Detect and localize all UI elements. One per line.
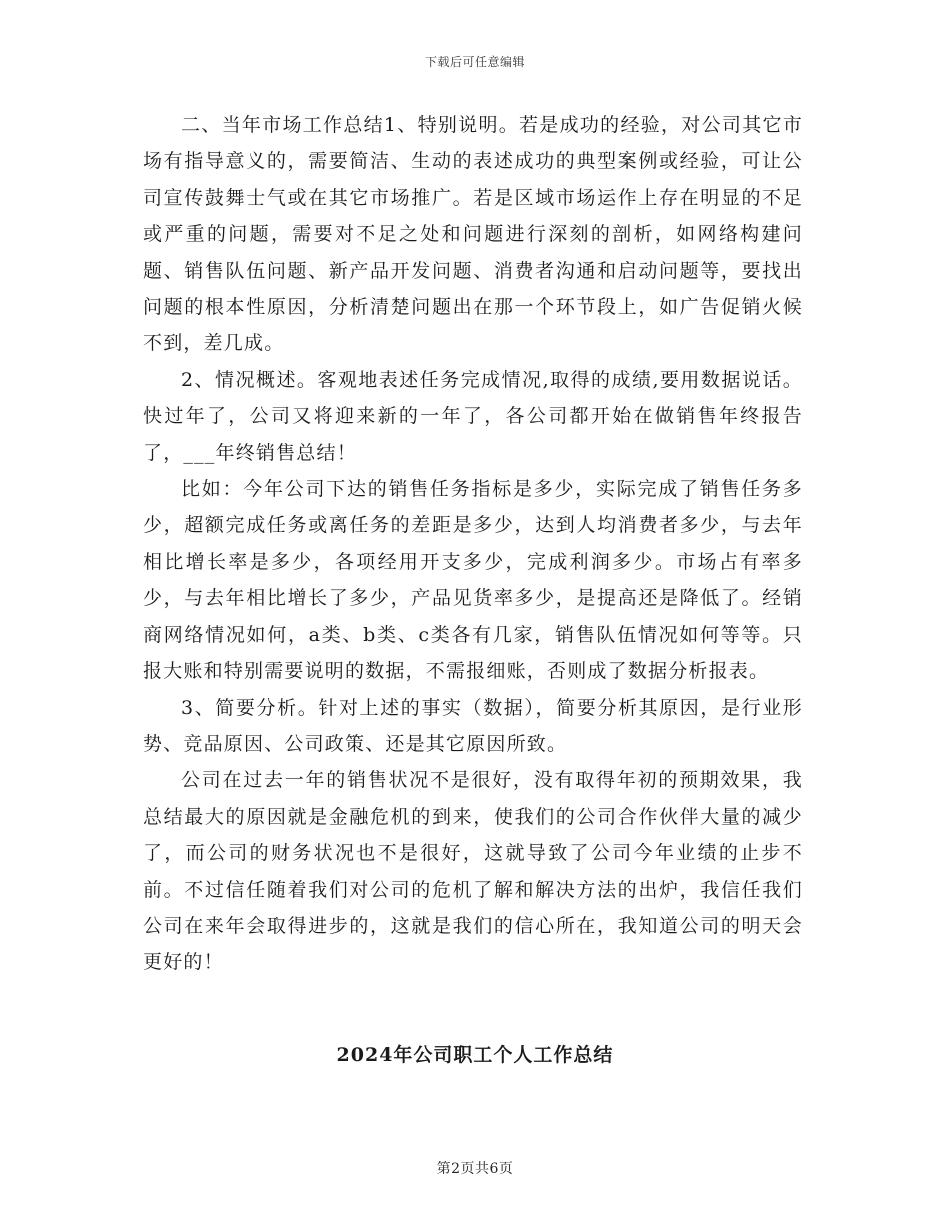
- paragraph-brief-analysis: 3、简要分析。针对上述的事实（数据），简要分析其原因，是行业形势、竞品原因、公司政策、还是其它原因所致。: [143, 696, 803, 755]
- paragraph-market-summary: 二、当年市场工作总结1、特别说明。若是成功的经验，对公司其它市场有指导意义的，需要简洁、生动的表述成功的典型案例或经验，可让公司宣传鼓舞士气或在其它市场推广。若是区域市场运作上存在明显的不足或严重的问题，需要对不足之处和问题进行深刻的剖析，如网络构建问题、销售队伍问题、新产品开发问题、消费者沟通和启动问题等，要找出问题的根本性原因，分析清楚问题出在那一个环节段上，如广告促销火候不到，差几成。: [143, 114, 803, 355]
- paragraph-example: 比如：今年公司下达的销售任务指标是多少，实际完成了销售任务多少，超额完成任务或离任务的差距是多少，达到人均消费者多少，与去年相比增长率是多少，各项经用开支多少，完成利润多少。市场占有率多少，与去年相比增长了多少，产品见货率多少，是提高还是降低了。经销商网络情况如何，a类、b类、c类各有几家，销售队伍情况如何等等。只报大账和特别需要说明的数据，不需报细账，否则成了数据分析报表。: [143, 478, 803, 683]
- paragraph-situation-overview: 2、情况概述。客观地表述任务完成情况,取得的成绩,要用数据说话。快过年了，公司又将迎来新的一年了，各公司都开始在做销售年终报告了，___年终销售总结！: [143, 368, 803, 464]
- section-title: 2024年公司职工个人工作总结: [336, 1044, 614, 1066]
- document-body: [143, 107, 803, 981]
- page-header: 下载后可任意编辑: [424, 55, 525, 69]
- paragraph-company-status: 公司在过去一年的销售状况不是很好，没有取得年初的预期效果，我总结最大的原因就是金融危机的到来，使我们的公司合作伙伴大量的减少了，而公司的财务状况也不是很好，这就导致了公司今年业绩的止步不前。不过信任随着我们对公司的危机了解和解决方法的出炉，我信任我们公司在来年会取得进步的，这就是我们的信心所在，我知道公司的明天会更好的！: [143, 769, 803, 974]
- page-footer: 第2页共6页: [436, 1161, 514, 1177]
